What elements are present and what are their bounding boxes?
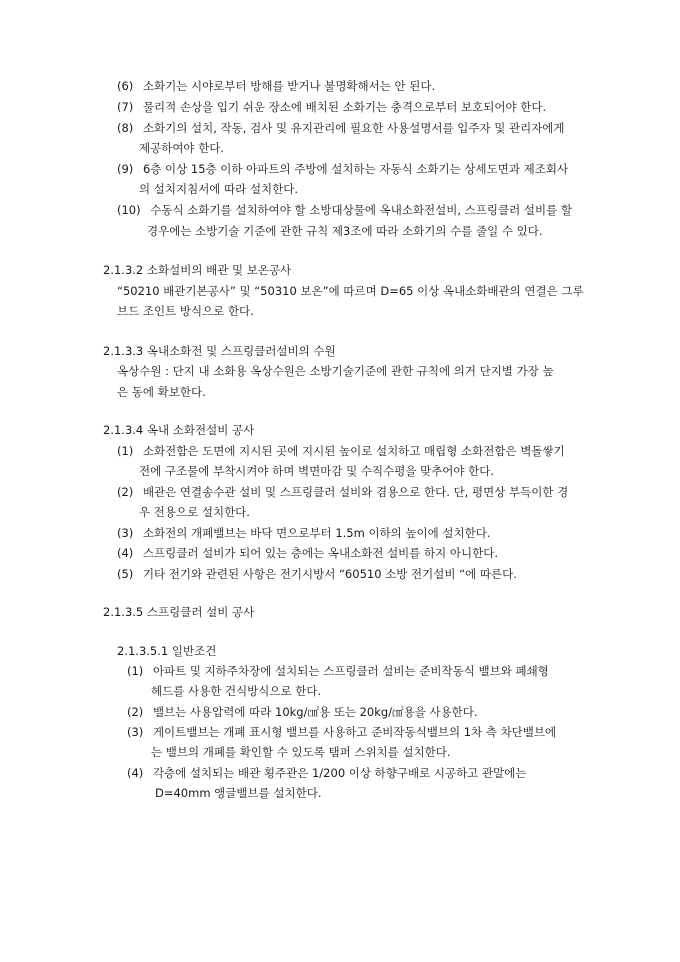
list-item [127, 763, 526, 783]
paragraph-line: “50210 배관기본공사” 및 “50310 보온”에 따르며 D=65 이상 옥내소화배관의 연결은 그루 [117, 284, 584, 298]
item-text-continued: 헤드를 사용한 건식방식으로 한다. [151, 684, 322, 698]
item-text: 게이트밸브는 개폐 표시형 밸브를 사용하고 준비작동식밸브의 1차 측 차단밸브에 [152, 725, 557, 739]
item-number: (5) [117, 567, 134, 581]
section-heading: 2.1.3.4 옥내 소화전설비 공사 [103, 423, 255, 437]
list-item [117, 564, 517, 584]
item-text: 밸브는 사용압력에 따라 10kg/㎠용 또는 20kg/㎠용을 사용한다. [152, 705, 478, 719]
item-number: (4) [117, 546, 134, 560]
section-heading: 2.1.3.2 소화설비의 배관 및 보온공사 [103, 263, 292, 277]
item-text: 아파트 및 지하주차장에 설치되는 스프링클러 설비는 준비작동식 밸브와 폐쇄형 [152, 664, 549, 678]
item-text-continued: 의 설치지침서에 따라 설치한다. [139, 182, 299, 196]
list-item [127, 661, 549, 681]
paragraph-line: 브드 조인트 방식으로 한다. [117, 304, 254, 318]
paragraph-line: 은 동에 확보한다. [117, 385, 206, 399]
item-text: 소화전함은 도면에 지시된 곳에 지시된 높이로 설치하고 매립형 소화전함은 벽돌쌓기 [142, 444, 565, 458]
item-number: (9) [117, 162, 134, 176]
list-item [127, 702, 478, 722]
item-text-continued: 는 밸브의 개폐를 확인할 수 있도록 탬퍼 스위치를 설치한다. [151, 745, 451, 759]
list-item [117, 97, 546, 117]
item-number: (1) [127, 664, 144, 678]
item-text: 소화기의 설치, 작동, 검사 및 유지관리에 필요한 사용설명서를 입주자 및 관리자에게 [142, 121, 565, 135]
item-text: 각층에 설치되는 배관 횡주관은 1/200 이상 하향구배로 시공하고 관말에는 [152, 766, 527, 780]
item-number: (3) [127, 725, 144, 739]
section-heading: 2.1.3.3 옥내소화전 및 스프링클러설비의 수원 [103, 344, 336, 358]
item-number: (4) [127, 766, 144, 780]
item-text-continued: 전에 구조물에 부착시켜야 하며 벽면마감 및 수직수평을 맞추어야 한다. [139, 464, 495, 478]
item-text-continued: D=40mm 앵글밸브를 설치한다. [155, 786, 322, 800]
item-text-continued: 우 전용으로 설치한다. [139, 505, 250, 519]
item-number: (2) [117, 485, 134, 499]
list-item [117, 441, 565, 461]
item-text: 소화전의 개폐밸브는 바닥 면으로부터 1.5m 이하의 높이에 설치한다. [142, 526, 491, 540]
item-text: 수동식 소화기를 설치하여야 할 소방대상물에 옥내소화전설비, 스프링클러 설비를 할 [150, 203, 572, 217]
item-number: (2) [127, 705, 144, 719]
list-item [117, 118, 565, 138]
list-item [117, 543, 498, 563]
list-item [127, 722, 556, 742]
item-number: (7) [117, 100, 134, 114]
item-number: (1) [117, 444, 134, 458]
item-text: 소화기는 시야로부터 방해를 받거나 불명확해서는 안 된다. [142, 79, 436, 93]
item-number: (3) [117, 526, 134, 540]
list-item [117, 200, 572, 220]
list-item [117, 523, 491, 543]
item-text: 스프링클러 설비가 되어 있는 층에는 옥내소화전 설비를 하지 아니한다. [142, 546, 499, 560]
item-number: (6) [117, 79, 134, 93]
list-item [117, 482, 568, 502]
list-item [117, 76, 435, 96]
item-text: 물리적 손상을 입기 쉬운 장소에 배치된 소화기는 충격으로부터 보호되어야 한다. [142, 100, 547, 114]
item-text: 6층 이상 15층 이하 아파트의 주방에 설치하는 자동식 소화기는 상세도면과 제조회사 [142, 162, 569, 176]
subsection-heading: 2.1.3.5.1 일반조건 [117, 644, 217, 658]
item-text-continued: 경우에는 소방기술 기준에 관한 규칙 제3조에 따라 소화기의 수를 줄일 수 있다. [147, 224, 543, 238]
item-number: (8) [117, 121, 134, 135]
paragraph-line: 옥상수원 : 단지 내 소화용 옥상수원은 소방기술기준에 관한 규칙에 의거 단지별 가장 높 [117, 364, 554, 378]
item-number: (10) [117, 203, 141, 217]
list-item [117, 159, 568, 179]
section-heading: 2.1.3.5 스프링클러 설비 공사 [103, 605, 255, 619]
item-text-continued: 제공하여야 한다. [139, 141, 225, 155]
item-text: 배관은 연결송수관 설비 및 스프링클러 설비와 겸용으로 한다. 단, 평면상 부득이한 경 [142, 485, 569, 499]
item-text: 기타 전기와 관련된 사항은 전기시방서 “60510 소방 전기설비 “에 따른다. [142, 567, 517, 581]
